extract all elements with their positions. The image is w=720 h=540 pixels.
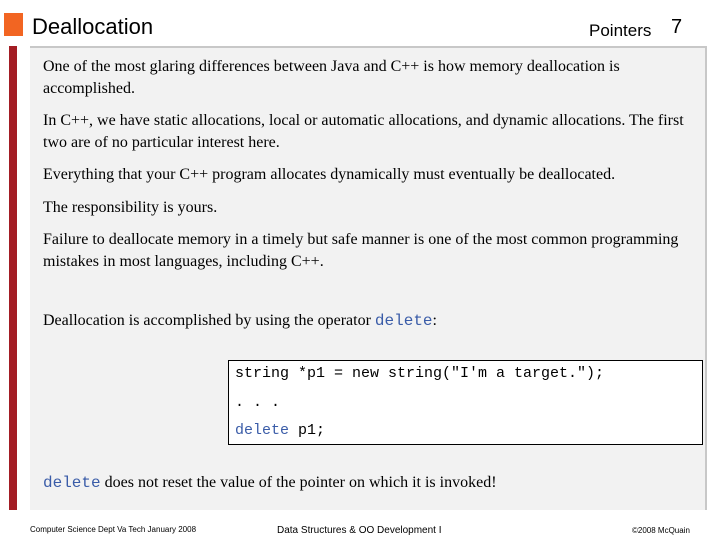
- paragraph-7: [43, 472, 703, 494]
- paragraph-4: The responsibility is yours.: [43, 199, 218, 216]
- delete-keyword: delete: [374, 312, 433, 330]
- paragraph-6-text: Deallocation is accomplished by using the operator: [43, 312, 375, 329]
- paragraph-7-text: does not reset the value of the pointer on which it is invoked!: [100, 474, 497, 491]
- code-block: [228, 360, 703, 445]
- delete-keyword-2: delete: [43, 474, 101, 492]
- paragraph-6: [43, 310, 703, 332]
- code-line-2: . . .: [235, 394, 281, 411]
- footer-left: Computer Science Dept Va Tech January 2008: [30, 525, 197, 534]
- code-line-3: [235, 422, 325, 439]
- page-number: 7: [671, 16, 683, 38]
- paragraph-3: Everything that your C++ program allocates dynamically must eventually be deallocated.: [43, 166, 616, 183]
- slide-title: Deallocation: [32, 14, 154, 39]
- slide-topic: Pointers: [589, 21, 652, 40]
- paragraph-5: Failure to deallocate memory in a timely but safe manner is one of the most common programming mistakes in most languages, including C++.: [43, 231, 679, 270]
- code-delete-keyword: delete: [235, 422, 290, 439]
- left-accent-bar: [9, 46, 17, 510]
- paragraph-1: One of the most glaring differences between Java and C++ is how memory deallocation is accomplished.: [43, 58, 620, 97]
- paragraph-2: In C++, we have static allocations, local or automatic allocations, and dynamic allocations. The first two are of no particular interest here.: [43, 112, 684, 151]
- title-accent-square: [4, 13, 23, 36]
- paragraph-6-end: :: [432, 312, 437, 329]
- footer-center: Data Structures & OO Development I: [277, 525, 442, 536]
- footer-right: ©2008 McQuain: [632, 526, 690, 535]
- code-line-1: string *p1 = new string("I'm a target.");: [235, 365, 605, 382]
- code-line-3-rest: p1;: [289, 422, 326, 439]
